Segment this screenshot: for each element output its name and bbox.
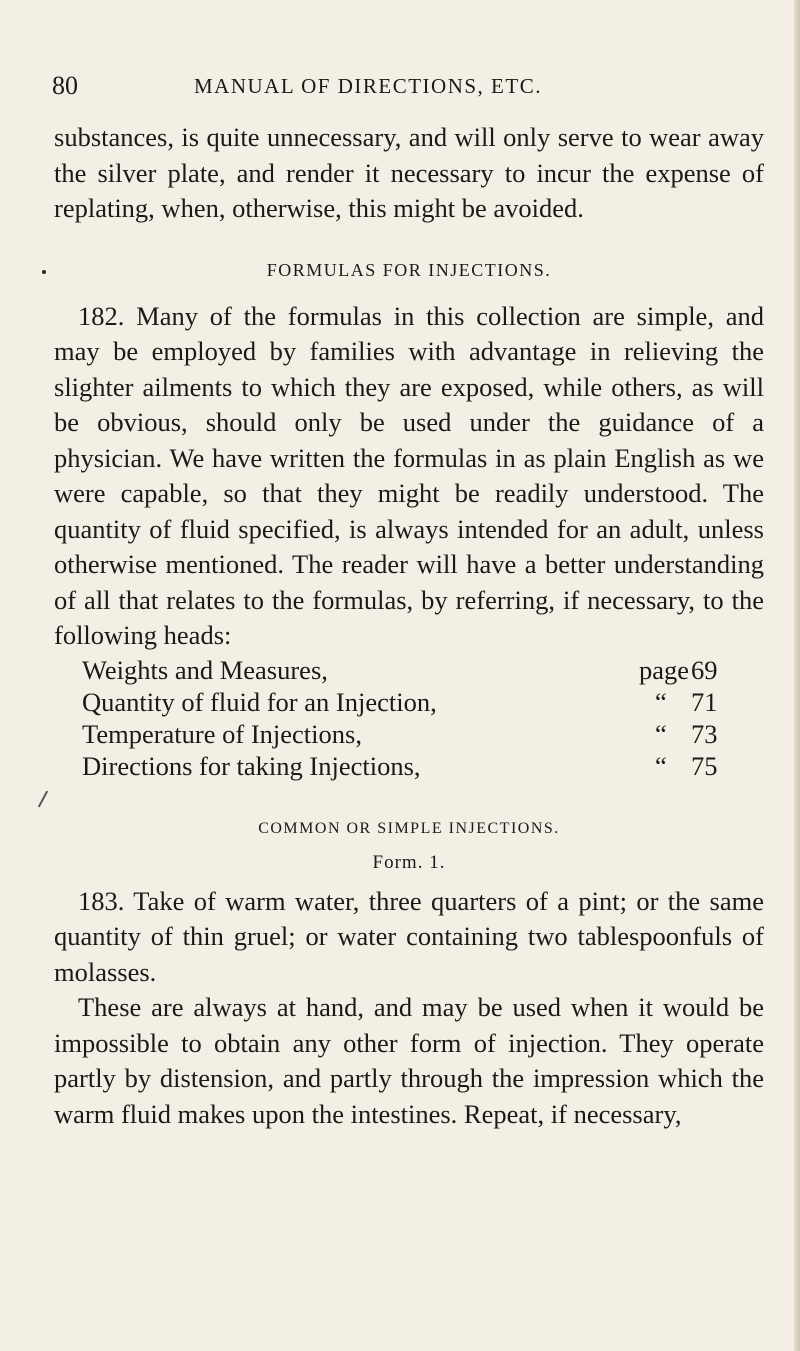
list-item xyxy=(54,718,764,750)
list-item xyxy=(54,750,764,782)
pencil-tick-mark xyxy=(38,791,48,808)
list-item xyxy=(54,654,764,686)
head-page-number: 71 xyxy=(691,686,718,717)
page-edge xyxy=(794,0,800,1351)
list-item xyxy=(54,686,764,718)
section-heading-common: COMMON OR SIMPLE INJECTIONS. xyxy=(258,819,560,837)
head-page-number: 73 xyxy=(691,718,718,749)
paragraph-continued: substances, is quite unnecessary, and will only serve to wear away the silver plate, and render it necessary to incur the expense of replating, when, otherwise, this might be avoided. xyxy=(54,122,764,223)
heads-list xyxy=(54,654,764,782)
paragraph-183: 183. Take of warm water, three quarters of a pint; or the same quantity of thin gruel; or water containing two tablespoonfuls of molasses. xyxy=(54,885,764,987)
head-page-number: 69 xyxy=(691,654,718,685)
head-title: Weights and Measures, xyxy=(82,654,328,685)
page-number: 80 xyxy=(52,71,78,100)
paragraph-183-notes: These are always at hand, and may be used when it would be impossible to obtain any other form of injection. They operate partly by distension, and partly through the impression which the warm fluid makes upon the intestines. Repeat, if necessary, xyxy=(54,992,764,1129)
head-title: Directions for taking Injections, xyxy=(82,750,421,781)
page-body xyxy=(54,120,764,1132)
ink-dot-mark xyxy=(42,270,46,274)
section-heading-formulas: FORMULAS FOR INJECTIONS. xyxy=(266,259,552,280)
head-title: Quantity of fluid for an Injection, xyxy=(82,686,437,717)
head-page-number: 75 xyxy=(691,750,718,781)
head-page-prefix: “ xyxy=(655,718,667,749)
head-page-prefix: “ xyxy=(655,750,667,781)
running-title: MANUAL OF DIRECTIONS, ETC. xyxy=(194,74,542,98)
page-header xyxy=(52,66,752,106)
head-page-prefix: “ xyxy=(655,686,667,717)
head-page-prefix: page xyxy=(639,654,690,685)
paragraph-182: 182. Many of the formulas in this collection are simple, and may be employed by families with advantage in relieving the slighter ailments to which they are exposed, while others, as will be obvious, should only be used under the guidance of a physician. We have written the formulas in as plain English as we were capable, so that they might be readily understood. The quantity of fluid specified, is always intended for an adult, unless otherwise mentioned. The reader will have a better understanding of all that relates to the formulas, by referring, if necessary, to the following heads: xyxy=(54,300,764,650)
form-heading: Form. 1. xyxy=(372,851,446,873)
head-title: Temperature of Injections, xyxy=(82,718,362,749)
